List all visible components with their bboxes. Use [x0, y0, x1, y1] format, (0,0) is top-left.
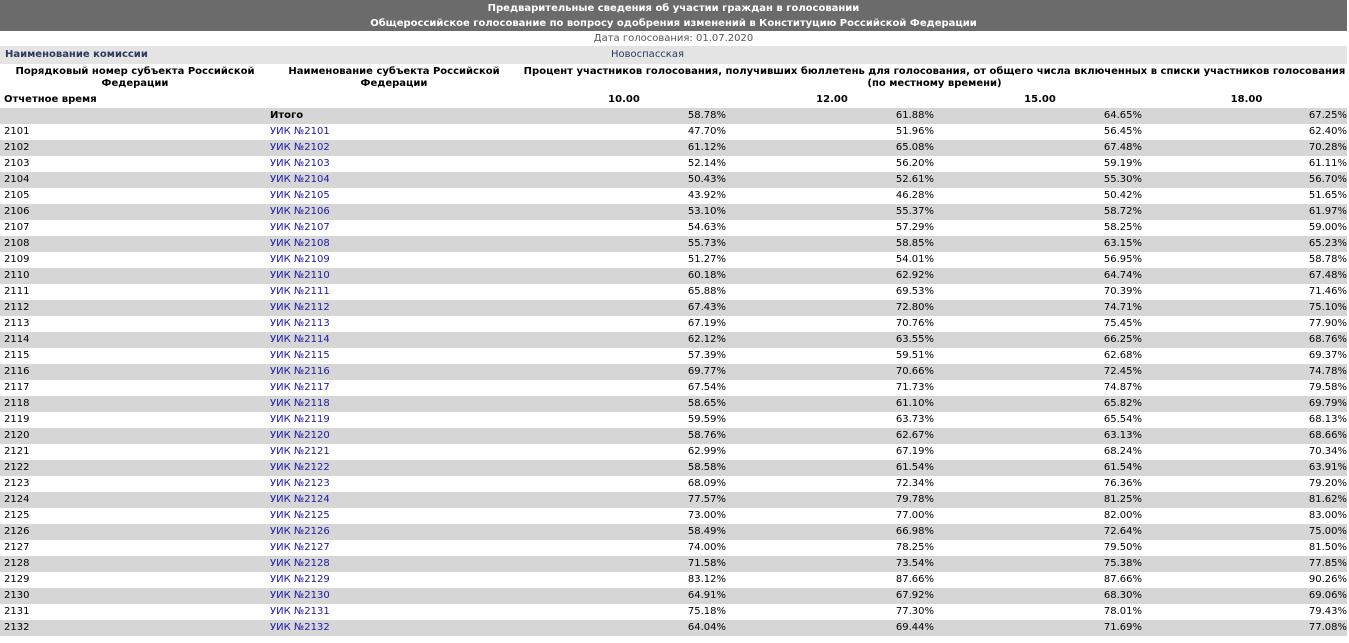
precinct-name-cell [266, 332, 518, 348]
vote-date-label: Дата голосования: [593, 33, 693, 44]
row-number: 2126 [4, 526, 30, 537]
turnout-percent: 62.99% [687, 446, 726, 457]
row-number: 2112 [4, 302, 30, 313]
turnout-percent: 58.72% [1103, 206, 1142, 217]
precinct-link[interactable]: УИК №2103 [270, 158, 330, 169]
turnout-percent: 64.91% [687, 590, 726, 601]
row-number: 2125 [4, 510, 30, 521]
turnout-percent: 69.53% [895, 286, 934, 297]
table-row [0, 620, 1347, 636]
precinct-name-cell [266, 428, 518, 444]
turnout-percent: 61.54% [1103, 462, 1142, 473]
precinct-link[interactable]: УИК №2120 [270, 430, 330, 441]
turnout-percent: 71.58% [687, 558, 726, 569]
precinct-name-cell [266, 300, 518, 316]
turnout-percent: 67.92% [895, 590, 934, 601]
turnout-percent: 51.96% [895, 126, 934, 137]
precinct-link[interactable]: УИК №2121 [270, 446, 330, 457]
turnout-percent: 81.25% [1103, 494, 1142, 505]
turnout-percent: 63.55% [895, 334, 934, 345]
turnout-percent: 75.18% [687, 606, 726, 617]
turnout-percent: 64.74% [1103, 270, 1142, 281]
turnout-percent: 77.85% [1308, 558, 1347, 569]
precinct-link[interactable]: УИК №2129 [270, 574, 330, 585]
turnout-percent: 50.42% [1103, 190, 1142, 201]
precinct-name-cell [266, 588, 518, 604]
turnout-percent: 77.00% [895, 510, 934, 521]
precinct-link[interactable]: УИК №2112 [270, 302, 330, 313]
precinct-name-cell [266, 524, 518, 540]
turnout-percent: 67.25% [1308, 110, 1347, 121]
turnout-percent: 77.90% [1308, 318, 1347, 329]
turnout-percent: 75.10% [1308, 302, 1347, 313]
turnout-percent: 79.78% [895, 494, 934, 505]
precinct-link[interactable]: УИК №2110 [270, 270, 330, 281]
table-row [0, 604, 1347, 620]
precinct-link[interactable]: УИК №2108 [270, 238, 330, 249]
turnout-percent: 63.15% [1103, 238, 1142, 249]
precinct-name-cell [266, 188, 518, 204]
turnout-percent: 52.14% [687, 158, 726, 169]
turnout-percent: 83.00% [1308, 510, 1347, 521]
turnout-percent: 75.38% [1103, 558, 1142, 569]
precinct-name-cell [266, 460, 518, 476]
turnout-percent: 73.54% [895, 558, 934, 569]
turnout-percent: 87.66% [895, 574, 934, 585]
turnout-percent: 51.27% [687, 254, 726, 265]
table-time-row [0, 92, 1347, 108]
turnout-percent: 75.00% [1308, 526, 1347, 537]
precinct-name-cell [266, 396, 518, 412]
turnout-percent: 56.95% [1103, 254, 1142, 265]
turnout-percent: 58.76% [687, 430, 726, 441]
precinct-link[interactable]: УИК №2114 [270, 334, 330, 345]
turnout-percent: 68.66% [1308, 430, 1347, 441]
turnout-percent: 74.87% [1103, 382, 1142, 393]
turnout-percent: 65.88% [687, 286, 726, 297]
row-number: 2116 [4, 366, 30, 377]
turnout-percent: 61.54% [895, 462, 934, 473]
turnout-percent: 67.48% [1103, 142, 1142, 153]
turnout-percent: 79.50% [1103, 542, 1142, 553]
commission-row [0, 46, 1347, 64]
table-row [0, 236, 1347, 252]
turnout-percent: 65.23% [1308, 238, 1347, 249]
turnout-percent: 57.39% [687, 350, 726, 361]
turnout-percent: 62.67% [895, 430, 934, 441]
turnout-percent: 74.71% [1103, 302, 1142, 313]
turnout-percent: 61.12% [687, 142, 726, 153]
turnout-percent: 71.73% [895, 382, 934, 393]
table-row [0, 316, 1347, 332]
turnout-percent: 87.66% [1103, 574, 1142, 585]
turnout-percent: 69.44% [895, 622, 934, 633]
vote-date-line [0, 31, 1347, 46]
turnout-percent: 51.65% [1308, 190, 1347, 201]
precinct-name-cell [266, 412, 518, 428]
turnout-percent: 65.82% [1103, 398, 1142, 409]
turnout-percent: 61.10% [895, 398, 934, 409]
turnout-percent: 58.58% [687, 462, 726, 473]
precinct-name-cell [266, 156, 518, 172]
turnout-percent: 62.12% [687, 334, 726, 345]
turnout-percent: 63.91% [1308, 462, 1347, 473]
turnout-percent: 79.20% [1308, 478, 1347, 489]
precinct-name-cell [266, 364, 518, 380]
turnout-percent: 55.30% [1103, 174, 1142, 185]
vote-date-value: 01.07.2020 [695, 33, 754, 44]
precinct-name-cell [266, 236, 518, 252]
turnout-percent: 50.43% [687, 174, 726, 185]
precinct-name-cell [266, 252, 518, 268]
table-row [0, 140, 1347, 156]
table-row [0, 220, 1347, 236]
turnout-percent: 68.24% [1103, 446, 1142, 457]
turnout-percent: 78.25% [895, 542, 934, 553]
table-row [0, 572, 1347, 588]
total-row [0, 108, 1347, 124]
precinct-link[interactable]: УИК №2105 [270, 190, 330, 201]
turnout-percent: 69.06% [1308, 590, 1347, 601]
table-row [0, 556, 1347, 572]
precinct-link[interactable]: УИК №2117 [270, 382, 330, 393]
row-number: 2122 [4, 462, 30, 473]
precinct-link[interactable]: УИК №2130 [270, 590, 330, 601]
precinct-name-cell [266, 124, 518, 140]
turnout-percent: 59.19% [1103, 158, 1142, 169]
turnout-percent: 81.62% [1308, 494, 1347, 505]
table-row [0, 124, 1347, 140]
precinct-name-cell [266, 620, 518, 636]
table-row [0, 380, 1347, 396]
turnout-percent: 72.45% [1103, 366, 1142, 377]
turnout-percent: 75.45% [1103, 318, 1142, 329]
turnout-percent: 90.26% [1308, 574, 1347, 585]
row-number: 2110 [4, 270, 30, 281]
turnout-percent: 64.04% [687, 622, 726, 633]
precinct-link[interactable]: УИК №2115 [270, 350, 330, 361]
report-title: Предварительные сведения об участии граждан в голосовании [487, 3, 860, 14]
turnout-percent: 81.50% [1308, 542, 1347, 553]
row-number: 2132 [4, 622, 30, 633]
turnout-percent: 56.70% [1308, 174, 1347, 185]
turnout-percent: 46.28% [895, 190, 934, 201]
row-number: 2131 [4, 606, 30, 617]
row-number: 2109 [4, 254, 30, 265]
table-row [0, 492, 1347, 508]
table-row [0, 428, 1347, 444]
precinct-link[interactable]: УИК №2124 [270, 494, 330, 505]
turnout-percent: 70.76% [895, 318, 934, 329]
turnout-percent: 61.97% [1308, 206, 1347, 217]
turnout-percent: 82.00% [1103, 510, 1142, 521]
turnout-percent: 68.09% [687, 478, 726, 489]
turnout-percent: 63.73% [895, 414, 934, 425]
turnout-percent: 55.73% [687, 238, 726, 249]
table-row [0, 444, 1347, 460]
precinct-link[interactable]: УИК №2122 [270, 462, 330, 473]
precinct-link[interactable]: УИК №2127 [270, 542, 330, 553]
turnout-percent: 77.08% [1308, 622, 1347, 633]
turnout-percent: 79.43% [1308, 606, 1347, 617]
turnout-percent: 67.54% [687, 382, 726, 393]
turnout-percent: 66.25% [1103, 334, 1142, 345]
turnout-percent: 77.57% [687, 494, 726, 505]
turnout-percent: 59.00% [1308, 222, 1347, 233]
precinct-link[interactable]: УИК №2132 [270, 622, 330, 633]
precinct-name-cell [266, 268, 518, 284]
precinct-link[interactable]: УИК №2109 [270, 254, 330, 265]
turnout-percent: 69.77% [687, 366, 726, 377]
row-number: 2103 [4, 158, 30, 169]
row-number: 2127 [4, 542, 30, 553]
turnout-percent: 72.34% [895, 478, 934, 489]
turnout-percent: 52.61% [895, 174, 934, 185]
precinct-name-cell [266, 492, 518, 508]
table-row [0, 156, 1347, 172]
turnout-percent: 63.13% [1103, 430, 1142, 441]
turnout-percent: 70.34% [1308, 446, 1347, 457]
precinct-name-cell [266, 140, 518, 156]
turnout-percent: 78.01% [1103, 606, 1142, 617]
turnout-percent: 59.51% [895, 350, 934, 361]
row-number: 2105 [4, 190, 30, 201]
turnout-percent: 71.69% [1103, 622, 1142, 633]
turnout-percent: 58.49% [687, 526, 726, 537]
table-row [0, 188, 1347, 204]
time-header: 10.00 [608, 94, 640, 105]
row-number: 2124 [4, 494, 30, 505]
turnout-percent: 55.37% [895, 206, 934, 217]
precinct-link[interactable]: УИК №2126 [270, 526, 330, 537]
precinct-link[interactable]: УИК №2107 [270, 222, 330, 233]
precinct-name-cell [266, 572, 518, 588]
report-title-bar [0, 0, 1347, 31]
row-number: 2115 [4, 350, 30, 361]
precinct-link[interactable]: УИК №2101 [270, 126, 330, 137]
column-header-number: Порядковый номер субъекта Российской Федерации [15, 66, 255, 89]
turnout-percent: 69.37% [1308, 350, 1347, 361]
table-row [0, 364, 1347, 380]
turnout-percent: 58.65% [687, 398, 726, 409]
column-header-name: Наименование субъекта Российской Федерации [288, 66, 500, 89]
row-number: 2114 [4, 334, 30, 345]
row-number: 2119 [4, 414, 30, 425]
turnout-percent: 62.68% [1103, 350, 1142, 361]
commission-label: Наименование комиссии [5, 49, 148, 60]
turnout-percent: 73.00% [687, 510, 726, 521]
table-row [0, 284, 1347, 300]
precinct-link[interactable]: УИК №2106 [270, 206, 330, 217]
row-number: 2107 [4, 222, 30, 233]
turnout-percent: 70.66% [895, 366, 934, 377]
table-row [0, 540, 1347, 556]
turnout-percent: 67.19% [687, 318, 726, 329]
turnout-percent: 74.78% [1308, 366, 1347, 377]
table-row [0, 252, 1347, 268]
row-number: 2104 [4, 174, 30, 185]
turnout-percent: 71.46% [1308, 286, 1347, 297]
report-time-label: Отчетное время [4, 94, 97, 105]
precinct-name-cell [266, 556, 518, 572]
precinct-link[interactable]: УИК №2104 [270, 174, 330, 185]
turnout-percent: 57.29% [895, 222, 934, 233]
row-number: 2101 [4, 126, 30, 137]
row-number: 2106 [4, 206, 30, 217]
table-row [0, 348, 1347, 364]
turnout-percent: 68.30% [1103, 590, 1142, 601]
row-number: 2113 [4, 318, 30, 329]
precinct-name-cell [266, 604, 518, 620]
precinct-name-cell [266, 316, 518, 332]
turnout-percent: 67.19% [895, 446, 934, 457]
precinct-link[interactable]: УИК №2123 [270, 478, 330, 489]
turnout-table [0, 64, 1347, 636]
turnout-percent: 56.45% [1103, 126, 1142, 137]
row-number: 2102 [4, 142, 30, 153]
turnout-percent: 54.63% [687, 222, 726, 233]
turnout-percent: 65.54% [1103, 414, 1142, 425]
table-row [0, 524, 1347, 540]
turnout-percent: 70.28% [1308, 142, 1347, 153]
precinct-link[interactable]: УИК №2113 [270, 318, 330, 329]
precinct-link[interactable]: УИК №2116 [270, 366, 330, 377]
turnout-percent: 47.70% [687, 126, 726, 137]
commission-value: Новоспасская [611, 49, 684, 60]
time-header: 18.00 [1230, 94, 1263, 105]
turnout-percent: 58.25% [1103, 222, 1142, 233]
turnout-percent: 62.40% [1308, 126, 1347, 137]
row-number: 2117 [4, 382, 30, 393]
time-header: 15.00 [1024, 94, 1056, 105]
table-row [0, 476, 1347, 492]
table-row [0, 332, 1347, 348]
turnout-percent: 69.79% [1308, 398, 1347, 409]
row-number: 2129 [4, 574, 30, 585]
turnout-percent: 58.78% [687, 110, 726, 121]
row-number: 2121 [4, 446, 30, 457]
row-number: 2118 [4, 398, 30, 409]
row-number: 2120 [4, 430, 30, 441]
turnout-percent: 68.13% [1308, 414, 1347, 425]
turnout-percent: 67.48% [1308, 270, 1347, 281]
turnout-percent: 56.20% [895, 158, 934, 169]
precinct-name-cell [266, 380, 518, 396]
precinct-link[interactable]: УИК №2128 [270, 558, 330, 569]
total-label: Итого [270, 110, 304, 121]
table-row [0, 204, 1347, 220]
precinct-name-cell [266, 284, 518, 300]
precinct-name-cell [266, 540, 518, 556]
turnout-percent: 54.01% [895, 254, 934, 265]
turnout-percent: 53.10% [687, 206, 726, 217]
turnout-percent: 72.64% [1103, 526, 1142, 537]
table-row [0, 508, 1347, 524]
turnout-percent: 72.80% [895, 302, 934, 313]
precinct-name-cell [266, 348, 518, 364]
turnout-percent: 62.92% [895, 270, 934, 281]
row-number [0, 108, 266, 124]
precinct-link[interactable]: УИК №2119 [270, 414, 330, 425]
precinct-link[interactable]: УИК №2102 [270, 142, 330, 153]
turnout-percent: 58.78% [1308, 254, 1347, 265]
table-row [0, 300, 1347, 316]
report-time-spacer [266, 92, 518, 108]
turnout-percent: 66.98% [895, 526, 934, 537]
time-header: 12.00 [816, 94, 848, 105]
table-row [0, 268, 1347, 284]
turnout-percent: 58.85% [895, 238, 934, 249]
table-header-row [0, 64, 1347, 92]
precinct-name-cell [266, 444, 518, 460]
turnout-percent: 43.92% [687, 190, 726, 201]
row-number: 2123 [4, 478, 30, 489]
turnout-percent: 67.43% [687, 302, 726, 313]
turnout-percent: 68.76% [1308, 334, 1347, 345]
precinct-name-cell [266, 476, 518, 492]
row-number: 2111 [4, 286, 30, 297]
precinct-link[interactable]: УИК №2118 [270, 398, 330, 409]
table-row [0, 412, 1347, 428]
table-body [0, 108, 1347, 636]
turnout-percent: 70.39% [1103, 286, 1142, 297]
row-number: 2128 [4, 558, 30, 569]
turnout-percent: 61.88% [895, 110, 934, 121]
table-row [0, 460, 1347, 476]
turnout-percent: 74.00% [687, 542, 726, 553]
turnout-percent: 76.36% [1103, 478, 1142, 489]
turnout-percent: 59.59% [687, 414, 726, 425]
precinct-link[interactable]: УИК №2125 [270, 510, 330, 521]
precinct-name-cell [266, 220, 518, 236]
turnout-percent: 79.58% [1308, 382, 1347, 393]
precinct-name-cell [266, 172, 518, 188]
precinct-name-cell [266, 508, 518, 524]
column-header-percent: Процент участников голосования, получивших бюллетень для голосования, от общего числа включенных в списки участников голосования (по местному времени) [523, 66, 1346, 89]
report-subtitle: Общероссийское голосование по вопросу одобрения изменений в Конституцию Российской Федерации [370, 18, 977, 29]
turnout-percent: 60.18% [687, 270, 726, 281]
precinct-name-cell [266, 204, 518, 220]
row-number: 2130 [4, 590, 30, 601]
turnout-percent: 77.30% [895, 606, 934, 617]
turnout-percent: 83.12% [687, 574, 726, 585]
precinct-link[interactable]: УИК №2111 [270, 286, 330, 297]
precinct-link[interactable]: УИК №2131 [270, 606, 330, 617]
turnout-percent: 64.65% [1103, 110, 1142, 121]
turnout-percent: 61.11% [1308, 158, 1347, 169]
table-row [0, 588, 1347, 604]
turnout-percent: 65.08% [895, 142, 934, 153]
row-number: 2108 [4, 238, 30, 249]
table-row [0, 172, 1347, 188]
table-row [0, 396, 1347, 412]
